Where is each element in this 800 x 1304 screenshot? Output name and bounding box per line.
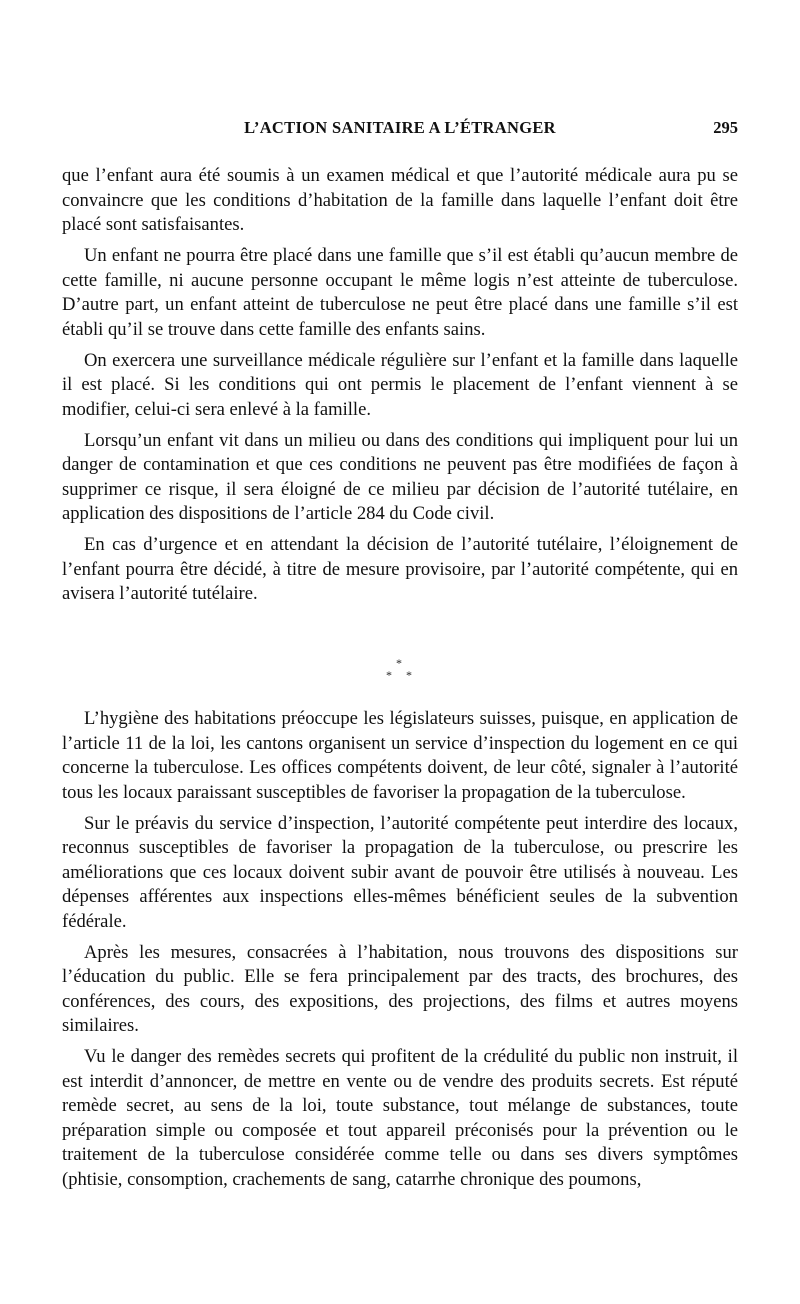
paragraph: On exercera une surveillance médicale régulière sur l’enfant et la famille dans laquelle il est placé. Si les conditions qui ont permis le placement de l’enfant viennent à se modifier, celui-ci sera enlevé à la famille.	[62, 349, 738, 420]
asterism-star: *	[406, 668, 412, 682]
section-separator-asterism	[380, 656, 420, 686]
asterism-star: *	[386, 668, 392, 682]
running-title: L’ACTION SANITAIRE A L’ÉTRANGER	[244, 118, 556, 137]
paragraph: Après les mesures, consacrées à l’habitation, nous trouvons des dispositions sur l’éducation du public. Elle se fera principalement par des tracts, des brochures, des conférences, des cours, des expositions, des projections, des films et autres moyens similaires.	[62, 941, 738, 1036]
paragraph: L’hygiène des habitations préoccupe les législateurs suisses, puisque, en application de l’article 11 de la loi, les cantons organisent un service d’inspection du logement en ce qui concerne la tuberculose. Les offices compétents doivent, de leur côté, signaler à l’autorité tous les locaux paraissant susceptibles de favoriser la propagation de la tuberculose.	[62, 708, 738, 803]
book-page	[62, 0, 738, 1304]
asterism-star: *	[396, 656, 402, 670]
paragraph: En cas d’urgence et en attendant la décision de l’autorité tutélaire, l’éloignement de l’enfant pourra être décidé, à titre de mesure provisoire, par l’autorité compétente, qui en avisera l’autorité tutélaire.	[62, 534, 738, 604]
running-head	[62, 118, 738, 142]
section-housing-hygiene	[62, 707, 738, 1199]
paragraph: que l’enfant aura été soumis à un examen médical et que l’autorité médicale aura pu se convaincre que les conditions d’habitation de la famille dans laquelle l’enfant doit être placé sont satisfaisantes.	[62, 165, 738, 235]
section-child-placement	[62, 164, 738, 613]
paragraph: Lorsqu’un enfant vit dans un milieu ou dans des conditions qui impliquent pour lui un danger de contamination et que ces conditions ne peuvent pas être modifiées de façon à supprimer ce risque, il sera éloigné de ce milieu par décision de l’autorité tutélaire, en application des dispositions de l’article 284 du Code civil.	[62, 429, 738, 524]
paragraph: Sur le préavis du service d’inspection, l’autorité compétente peut interdire des locaux, reconnus susceptibles de favoriser la propagation de la tuberculose, ou prescrire les améliorations que ces locaux doivent subir avant de pouvoir être utilisés à nouveau. Les dépenses afférentes aux inspections elles-mêmes bénéficient seules de la subvention fédérale.	[62, 812, 738, 932]
paragraph: Vu le danger des remèdes secrets qui profitent de la crédulité du public non instruit, il est interdit d’annoncer, de mettre en vente ou de vendre des produits secrets. Est réputé remède secret, au sens de la loi, toute substance, tout mélange de substances, toute préparation simple ou composée et tout appareil préconisés pour la prévention ou le traitement de la tuberculose considérée comme telle ou dans ses divers symptômes (phtisie, consomption, crachements de sang, catarrhe chronique des poumons,	[62, 1046, 738, 1190]
paragraph: Un enfant ne pourra être placé dans une famille que s’il est établi qu’aucun membre de cette famille, ni aucune personne occupant le même logis n’est atteinte de tuberculose. D’autre part, un enfant atteint de tuberculose ne peut être placé dans une famille s’il est établi qu’il se trouve dans cette famille des enfants sains.	[62, 245, 738, 340]
page-number: 295	[713, 118, 738, 137]
